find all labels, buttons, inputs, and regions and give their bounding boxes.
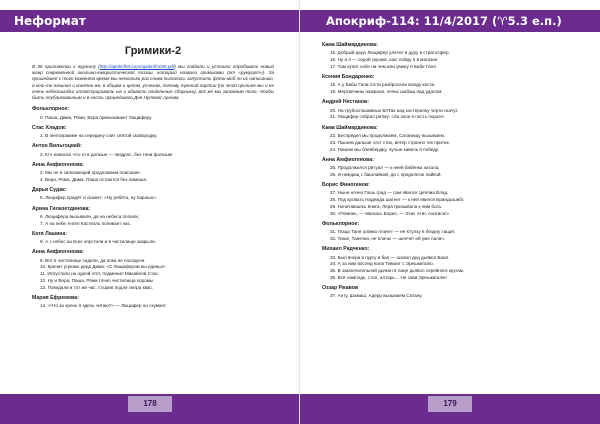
speaker-name: Катя Лашина:: [32, 230, 68, 237]
right-page-column: [322, 38, 572, 300]
poem-line: 14. «Что за хрень я здесь читаю?» — Люцифер он скумает.: [40, 303, 167, 309]
speaker-name: Дарья Судак:: [32, 187, 67, 194]
speaker-name: Оззар Ржавов: [322, 285, 359, 292]
poem-line: 6. Люцифера вызывали, да на небеса попали,: [40, 213, 140, 219]
speaker-name: Антон Вильгоцкий:: [32, 143, 82, 150]
intro-text-end: ) мы сойдали и успешно опробовали новый жанр современной околыно-юмористической поэзии, который назвали гримиками (от «румуорт»). За прошедшее с того момента время мы несколько раз снова пытались запустить флеш-моб по их написанию, а кто-то начинал и конечно же, в общем и целом, успехом, потому третий партии (по этой причине мы и не очень небезошибки иллюстрировать ые и ибавить отдельные сборники), всё же мы запомним того, чтобы быть опубликованным и в кость прошедшего Дня Нулевой Арнова.: [32, 64, 274, 101]
left-page-header: Неформат: [0, 10, 300, 32]
poem-line: 19. Мертвечины нажрали, очень шабаш над удалом.: [330, 89, 443, 95]
speaker-name: Кама Шаймардинова:: [322, 42, 378, 48]
poem-line: 12. Ну и Вера, Паша, Рома точно чистилища хоромы: [40, 278, 154, 283]
speaker-name: Фольклорное:: [322, 220, 360, 227]
poem-line: 29. Начитавшись Книга, Лера призывала к ним бога.: [330, 203, 442, 209]
speaker-name: Михаил Радченко:: [322, 246, 370, 253]
speaker-name: Фольклорное:: [32, 106, 70, 113]
poem-line: 3. Мы не в залезающей продолжаем описание.: [40, 170, 141, 176]
poem-line: 36. Всё ламподь, стол, алтарь… Не зови Эрешкигалю!: [330, 274, 447, 280]
speaker-name: Анна Амфиогенова:: [32, 161, 84, 168]
right-page-footer: [300, 394, 600, 424]
poem-line: 0. Паша, Дима, Рома, Вера приказывают Люциферу.: [40, 114, 153, 120]
speaker-name: Анна Амфиогенова:: [322, 156, 374, 163]
poem-line: 10. Кричит угрюмо деда Дима: «С Люцифером вы едины!»: [40, 264, 166, 270]
right-page: [300, 0, 600, 424]
poem-line: 2. Кто написал что-то в дальше — пиздрос, без тени фальши!: [40, 151, 173, 157]
page-number: 179: [428, 396, 472, 412]
journal-link[interactable]: http://apokrif93.com/apokrif/n036.pdf: [99, 64, 175, 69]
poem-line: 28. Под кровать Надежда шагнет — к ней явился Брандышибг.: [330, 197, 465, 203]
right-page-header: Апокриф-114: 11/4/2017 (♈5.3 е.п.): [300, 10, 600, 32]
poem-line: 17. Там купит себе ни чем или увижу я Бабе Гале.: [330, 63, 438, 69]
speaker-name: Стас Хладов:: [32, 124, 67, 131]
poem-line: 25. Продолжился ритуал — к неей бабёнка хатала,: [330, 165, 440, 171]
page-number: 178: [128, 396, 172, 412]
poem-line: 5. Люцифер придёт и скажет: «Ну ребята, ну парашо».: [40, 195, 158, 201]
poem-line: 30. «Помянь, — явилась Борис, — Этис Атис Ахатиса!»: [330, 210, 450, 216]
poem-line: 1. В пентаграмме на середину спит святой сковородку.: [40, 133, 158, 139]
poem-line: 16. Ну а я — седой грушки, шас пойду я в магазин.: [330, 57, 439, 63]
poem-line: 27. Ныне ночно Гошь град — сам явился Цеплиа Влад.: [330, 190, 449, 196]
poem-line: 32. Тише, Танечка, не плачь! — шепчет ей уже палач.: [330, 236, 445, 242]
speaker-name: Анна Амфиогенова:: [32, 249, 84, 256]
speaker-name: Арина Гилазетдинова:: [32, 205, 91, 212]
poem-line: 24. Пишем мы блевбердку, лучше кавель я победу.: [330, 146, 440, 152]
speaker-name: Андрей Нестанов:: [322, 99, 369, 106]
poem-line: 23. Пышем дальше этот стих, ветер странно тек притих.: [330, 139, 451, 145]
poem-line: 8. А с небес на всех опустили и в чистилище закрыли.: [40, 239, 156, 245]
left-page-footer: [0, 394, 300, 424]
speaker-name: Борис Финогенов:: [322, 182, 370, 189]
poem-line: 31. Поща Таня громко плачет — её Ктулху в бездну тащит.: [330, 229, 456, 235]
poem-line: 7. А на небе Ангел Кастиэль поливает нас.: [40, 220, 132, 226]
poem-line: 4. Вера, Рома, Дима, Паша остаются без лимаша.: [40, 176, 148, 182]
left-page-column: [32, 40, 274, 310]
poem-line: 9. Вот в чистилище сидели, да пока не поседели.: [40, 257, 146, 263]
intro-text-start: В 36 приложении к журналу (: [32, 64, 100, 69]
intro-paragraph: [32, 64, 274, 101]
poem-line: 26. И неждищ с башлайкой, да с продолесю лайкой.: [330, 171, 442, 177]
poem-line: 34. А за ним вослед пала Тимоит с Эрешкигалю.: [330, 261, 434, 267]
poem-line: 35. В заключательной дьякон в лице дьявол серейного кругам,: [330, 268, 465, 274]
poem-line: 15. Добрый дедо Люцифер улетел в дуру в стратосфер.: [330, 50, 450, 56]
poem-line: 11. Испустили на одной этот, подменил Михайлов Стас.: [40, 271, 160, 277]
poem-line: 37. Анту, Шамаш, Адерр вызываем Сатану.: [330, 293, 423, 299]
poem-line: 21. Люцифер собрал ритму: «За окон я пость пораз!»: [330, 114, 445, 120]
article-title: Гримики-2: [124, 45, 182, 57]
speaker-name: Кама Шаймардинова:: [322, 124, 378, 131]
poem-line: 22. Беспредел мы продолжаем, Сатанищу вызываем.: [330, 132, 446, 138]
poem-line: 33. Был вчера в пургу и бал — шалил дед дьявол Баал.: [330, 254, 450, 260]
poem-lines-left: [32, 106, 274, 309]
poem-lines-right: [322, 42, 572, 300]
poem-line: 20. На трубоспошивных БАТах над костерилку черти скачут.: [330, 107, 459, 113]
poem-line: 13. Покидали в тот же час, стырив подле литра квас.: [40, 284, 154, 290]
speaker-name: Ксения Бондаренко:: [322, 74, 375, 81]
speaker-name: Мария Ефремова:: [32, 295, 79, 301]
poem-line: 18. А у Бабы Гали гости разбросали всюду кости.: [330, 82, 436, 88]
